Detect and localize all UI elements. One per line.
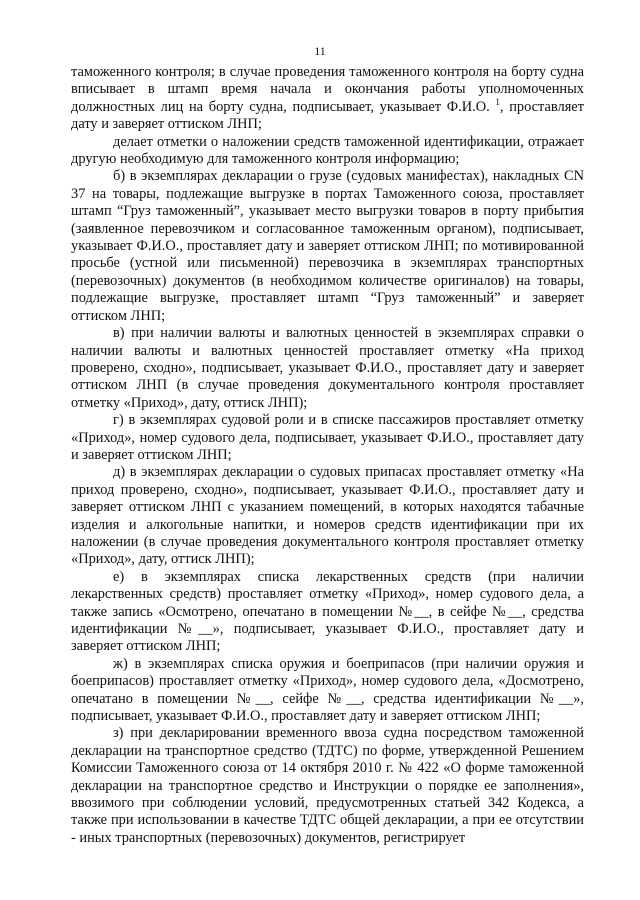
- paragraph-zh: ж) в экземплярах списка оружия и боеприпасов (при наличии оружия и боеприпасов) проставляет отметку «Приход», номер судового дела, «Досмотрено, опечатано в помещении №__, сейфе №__, средства идентификации №__», подписывает, указывает Ф.И.О., проставляет дату и заверяет оттиском ЛНП;: [71, 655, 584, 725]
- paragraph-g: г) в экземплярах судовой роли и в списке пассажиров проставляет отметку «Приход», номер судового дела, подписывает, указывает Ф.И.О., проставляет дату и заверяет оттиском ЛНП;: [71, 412, 584, 463]
- document-body: [71, 64, 584, 847]
- paragraph-text-tail: , проставляет дату и заверяет оттиском ЛНП;: [71, 98, 584, 133]
- paragraph-b: б) в экземплярах декларации о грузе (судовых манифестах), накладных CN 37 на товары, подлежащие выгрузке в портах Таможенного союза, проставляет штамп “Груз таможенный”, указывает место выгрузки товаров в порту прибытия (заявленное перевозчиком и согласованное таможенным органом), подписывает, указывает Ф.И.О., проставляет дату и заверяет оттиском ЛНП; по мотивированной просьбе (устной или письменной) перевозчика в экземплярах транспортных (перевозочных) документов (в необходимом количестве оригиналов) на товары, подлежащие выгрузке, проставляет штамп “Груз таможенный” и заверяет оттиском ЛНП;: [71, 168, 584, 324]
- paragraph: делает отметки о наложении средств таможенной идентификации, отражает другую необходимую для таможенного контроля информацию;: [71, 133, 584, 168]
- paragraph-text: таможенного контроля; в случае проведения таможенного контроля на борту судна вписывает в штамп время начала и окончания работы уполномоченных должностных лиц на борту судна, подписывает, указывает Ф.И.О.: [71, 64, 584, 115]
- paragraph-d: д) в экземплярах декларации о судовых припасах проставляет отметку «На приход проверено, сходно», подписывает, указывает Ф.И.О., проставляет дату и заверяет оттиском ЛНП с указанием помещений, в которых находятся табачные изделия и алкогольные напитки, и номеров средств идентификации при их наложении (в случае проведения документального контроля проставляет отметку «Приход», дату, оттиск ЛНП);: [71, 464, 584, 568]
- paragraph-z: з) при декларировании временного ввоза судна посредством таможенной декларации на транспортное средство (ТДТС) по форме, утвержденной Решением Комиссии Таможенного союза от 14 октября 2010 г. № 422 «О форме таможенной декларации на транспортное средство и Инструкции о порядке ее заполнения», ввозимого при соблюдении условий, предусмотренных статьей 342 Кодекса, а также при использовании в качестве ТДТС общей декларации, а при ее отсутствии - иных транспортных (перевозочных) документов, регистрирует: [71, 725, 584, 846]
- paragraph-continuation: [71, 64, 584, 134]
- page-number: 11: [314, 44, 326, 58]
- footnote-marker[interactable]: 1: [495, 97, 500, 108]
- paragraph-e: е) в экземплярах списка лекарственных средств (при наличии лекарственных средств) проставляет отметку «Приход», номер судового дела, а также запись «Осмотрено, опечатано в помещении №__, в сейфе №__, средства идентификации №__», подписывает, указывает Ф.И.О., проставляет дату и заверяет оттиском ЛНП;: [71, 568, 584, 655]
- paragraph-v: в) при наличии валюты и валютных ценностей в экземплярах справки о наличии валюты и валютных ценностей проставляет отметку «На приход проверено, сходно», подписывает, указывает Ф.И.О., проставляет дату и заверяет оттиском ЛНП (в случае проведения документального контроля проставляет отметку «Приход», дату, оттиск ЛНП);: [71, 325, 584, 411]
